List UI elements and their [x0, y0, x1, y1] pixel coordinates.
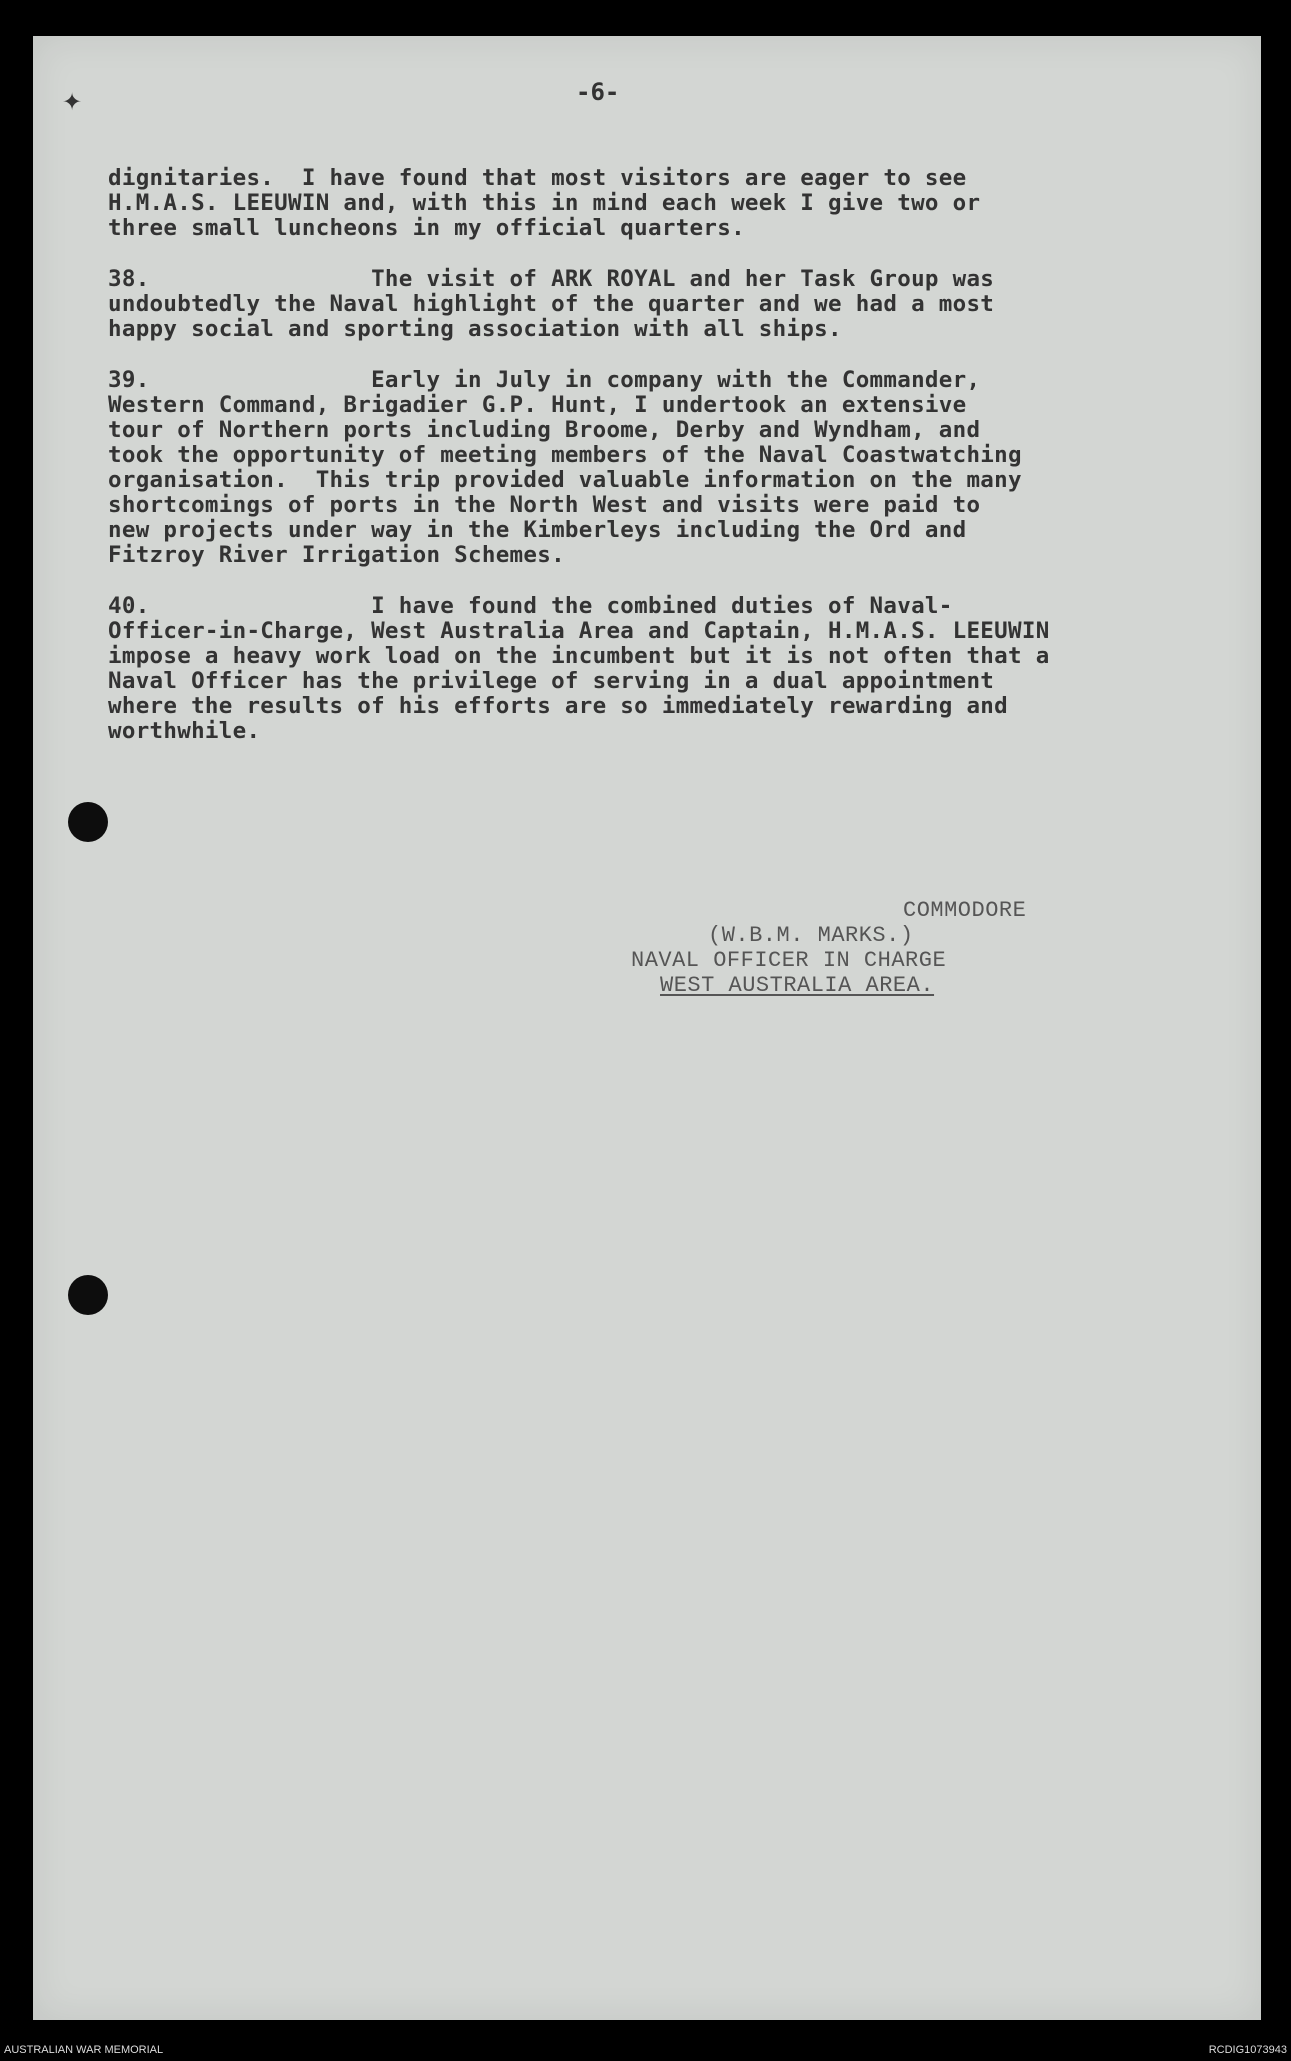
text-line: three small luncheons in my official quarters. — [108, 215, 745, 241]
text-line: 38. The visit of ARK ROYAL and her Task Group was — [108, 266, 995, 292]
text-line: Naval Officer has the privilege of serving in a dual appointment — [108, 668, 995, 694]
text-line: 40. I have found the combined duties of Naval- — [108, 593, 953, 619]
text-line: undoubtedly the Naval highlight of the quarter and we had a most — [108, 291, 995, 317]
text-line: worthwhile. — [108, 718, 261, 744]
signature-rank: COMMODORE — [903, 898, 1027, 923]
text-line: shortcomings of ports in the North West and visits were paid to — [108, 492, 981, 518]
punch-hole — [68, 802, 108, 842]
text-line: Western Command, Brigadier G.P. Hunt, I undertook an extensive — [108, 392, 967, 418]
text-line: impose a heavy work load on the incumbent but it is not often that a — [108, 643, 1050, 669]
text-line: took the opportunity of meeting members of the Naval Coastwatching — [108, 442, 1022, 468]
text-line: Fitzroy River Irrigation Schemes. — [108, 542, 565, 568]
text-line: Officer-in-Charge, West Australia Area and Captain, H.M.A.S. LEEUWIN — [108, 618, 1050, 644]
punch-hole — [68, 1275, 108, 1315]
signature-area: WEST AUSTRALIA AREA. — [660, 973, 935, 998]
text-line: 39. Early in July in company with the Commander, — [108, 367, 981, 393]
margin-mark: ✦ — [62, 88, 83, 116]
signature-title: NAVAL OFFICER IN CHARGE — [631, 948, 947, 973]
signature-name: (W.B.M. MARKS.) — [708, 923, 914, 948]
text-line: new projects under way in the Kimberleys including the Ord and — [108, 517, 967, 543]
text-line: dignitaries. I have found that most visitors are eager to see — [108, 165, 967, 191]
text-line: organisation. This trip provided valuable information on the many — [108, 467, 1022, 493]
text-line: H.M.A.S. LEEUWIN and, with this in mind each week I give two or — [108, 190, 981, 216]
text-line: tour of Northern ports including Broome, Derby and Wyndham, and — [108, 417, 981, 443]
footer-record-id: RCDIG1073943 — [1208, 2044, 1287, 2056]
footer-archive-name: AUSTRALIAN WAR MEMORIAL — [4, 2044, 164, 2056]
text-line: happy social and sporting association with all ships. — [108, 316, 842, 342]
text-line: where the results of his efforts are so immediately rewarding and — [108, 693, 1008, 719]
page-number: -6- — [576, 78, 620, 106]
